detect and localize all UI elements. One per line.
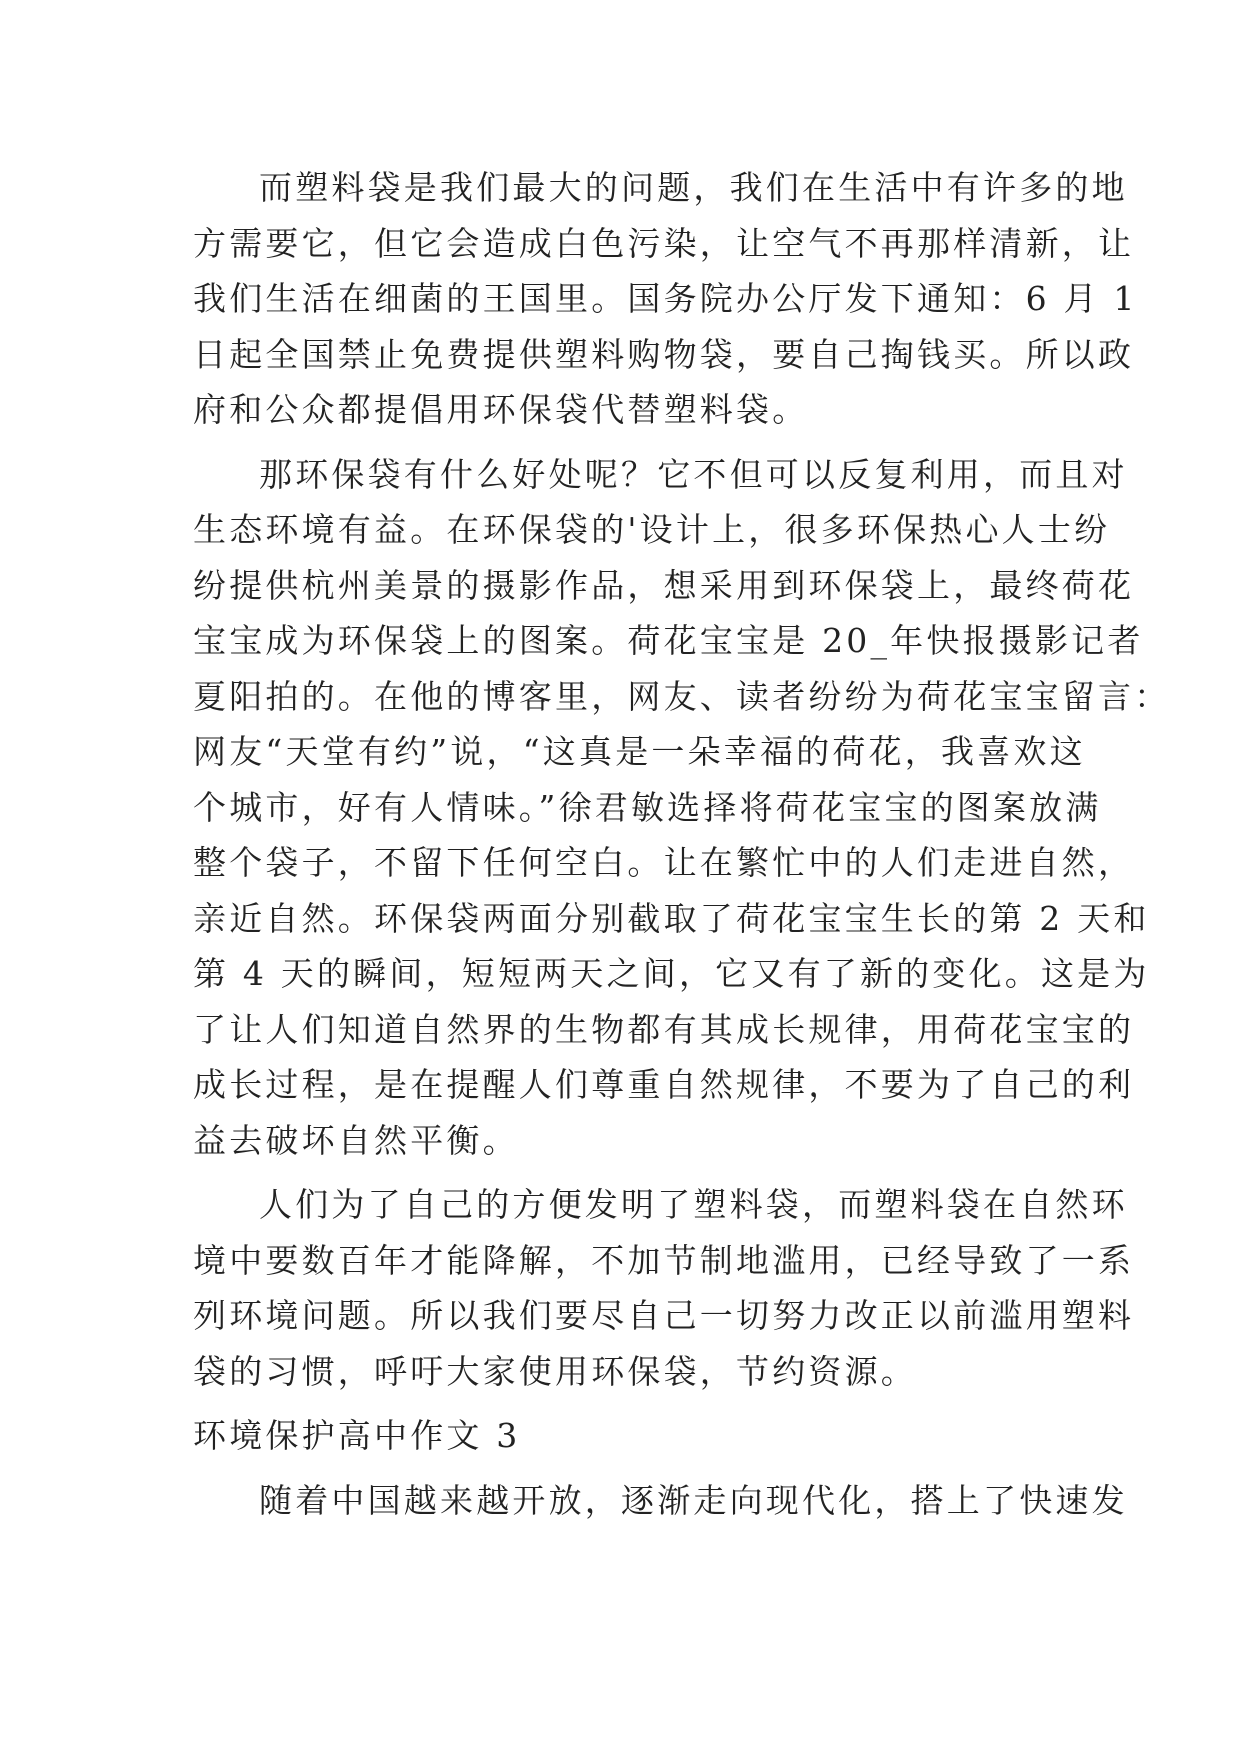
paragraph-2 xyxy=(193,447,1171,1169)
text-line: 生态环境有益。在环保袋的'设计上，很多环保热心人士纷 xyxy=(193,510,1111,549)
text-line: 随着中国越来越开放，逐渐走向现代化，搭上了快速发 xyxy=(259,1480,1128,1520)
text-line: 了让人们知道自然界的生物都有其成长规律，用荷花宝宝的 xyxy=(193,1009,1135,1049)
text-line: 境中要数百年才能降解，不加节制地滥用，已经导致了一系 xyxy=(193,1240,1135,1280)
text-line: 而塑料袋是我们最大的问题，我们在生活中有许多的地 xyxy=(259,168,1128,207)
text-line: 日起全国禁止免费提供塑料购物袋，要自己掏钱买。所以政 xyxy=(193,334,1135,374)
section-heading: 环境保护高中作文 3 xyxy=(193,1416,521,1455)
paragraph-3 xyxy=(193,1177,1135,1399)
text-line: 方需要它，但它会造成白色污染，让空气不再那样清新，让 xyxy=(193,223,1135,263)
text-line: 我们生活在细菌的王国里。国务院办公厅发下通知：6 月 1 xyxy=(193,279,1138,318)
text-line: 府和公众都提倡用环保袋代替塑料袋。 xyxy=(193,390,809,429)
text-line: 个城市，好有人情味。”徐君敏选择将荷花宝宝的图案放满 xyxy=(193,787,1102,827)
text-line: 亲近自然。环保袋两面分别截取了荷花宝宝生长的第 2 天和 xyxy=(193,898,1150,938)
text-line: 宝宝成为环保袋上的图案。荷花宝宝是 20_年快报摄影记者 xyxy=(193,621,1144,660)
text-line: 网友“天堂有约”说，“这真是一朵幸福的荷花，我喜欢这 xyxy=(193,732,1086,771)
text-line: 纷提供杭州美景的摄影作品，想采用到环保袋上，最终荷花 xyxy=(193,565,1135,605)
text-line: 整个袋子，不留下任何空白。让在繁忙中的人们走进自然， xyxy=(193,843,1135,882)
text-line: 成长过程，是在提醒人们尊重自然规律，不要为了自己的利 xyxy=(193,1065,1135,1104)
text-line: 夏阳拍的。在他的博客里，网友、读者纷纷为荷花宝宝留言： xyxy=(193,676,1171,716)
paragraph-1 xyxy=(193,160,1138,438)
paragraph-4 xyxy=(193,1473,1128,1529)
text-line: 人们为了自己的方便发明了塑料袋，而塑料袋在自然环 xyxy=(259,1185,1128,1224)
document-body xyxy=(193,160,1171,1537)
text-line: 列环境问题。所以我们要尽自己一切努力改正以前滥用塑料 xyxy=(193,1296,1135,1335)
text-line: 那环保袋有什么好处呢？它不但可以反复利用，而且对 xyxy=(259,454,1128,494)
text-line: 第 4 天的瞬间，短短两天之间，它又有了新的变化。这是为 xyxy=(193,954,1150,993)
text-line: 益去破坏自然平衡。 xyxy=(193,1120,519,1160)
text-line: 袋的习惯，呼吁大家使用环保袋，节约资源。 xyxy=(193,1351,917,1391)
